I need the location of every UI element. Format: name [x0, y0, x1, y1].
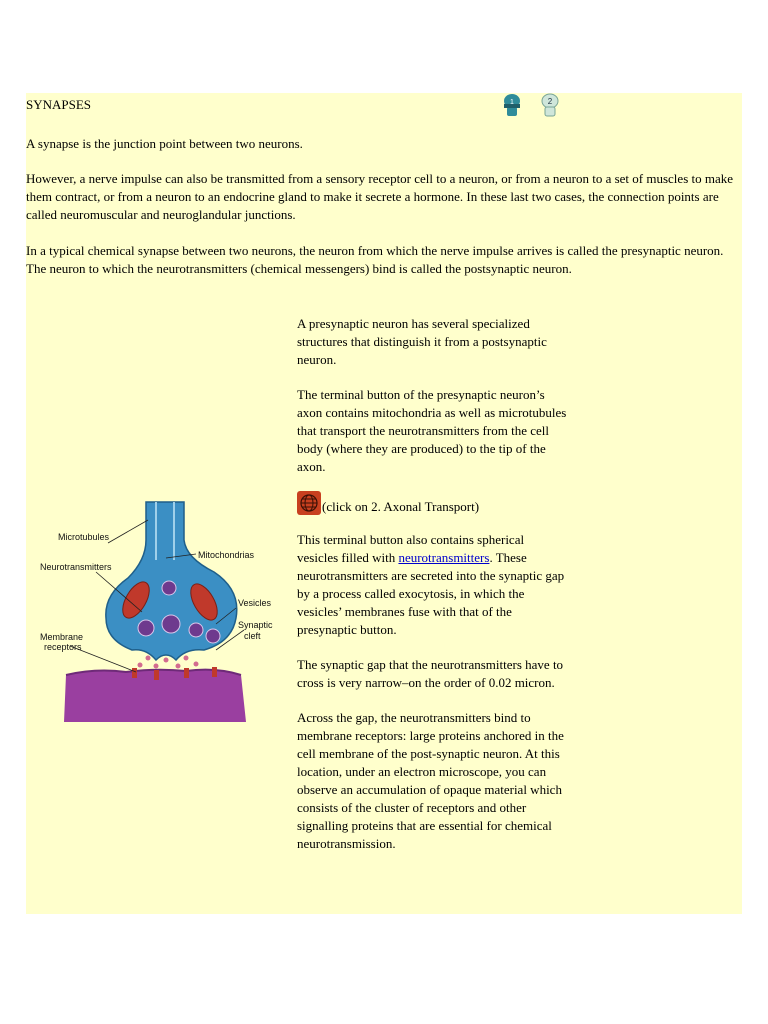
vesicles-paragraph [297, 531, 567, 639]
synaptic-gap-paragraph: The synaptic gap that the neurotransmitters have to cross is very narrow–on the order of 0.02 micron. [297, 657, 564, 690]
brain-level-2-icon[interactable] [542, 94, 558, 116]
nav-icons [503, 93, 563, 121]
svg-text:1: 1 [510, 99, 514, 106]
intro-paragraph: A synapse is the junction point between two neurons. [26, 136, 303, 151]
transmission-paragraph: However, a nerve impulse can also be transmitted from a sensory receptor cell to a neuron, or from a neuron to a set of muscles to make them contract, or from a neuron to an endocrine gland to make it secrete a hormone. In these last two cases, the connection points are called neuromuscular and neuroglandular junctions. [26, 171, 734, 222]
page-title: SYNAPSES [26, 97, 92, 112]
svg-text:Membrane: Membrane [40, 632, 84, 642]
axonal-transport-line [297, 491, 567, 516]
brain-level-1-icon[interactable] [504, 94, 520, 116]
neurotransmitters-link[interactable]: neurotransmitters [398, 550, 490, 565]
synapse-diagram [36, 500, 273, 722]
svg-text:Neurotransmitters: Neurotransmitters [40, 562, 112, 572]
svg-text:Mitochondrias: Mitochondrias [198, 550, 255, 560]
svg-text:receptors: receptors [44, 642, 82, 652]
svg-text:Vesicles: Vesicles [238, 598, 272, 608]
presynaptic-structures-paragraph: A presynaptic neuron has several specialized structures that distinguish it from a postsynaptic neuron. [297, 316, 547, 367]
svg-text:Synaptic: Synaptic [238, 620, 273, 630]
content-panel [26, 93, 742, 914]
vesicles-text-end: . These neurotransmitters are secreted into the synaptic gap by a process called exocytosis, in which the vesicles’ membranes fuse with that of the presynaptic button. [297, 550, 565, 637]
vesicles-text-start: This terminal button also contains spherical vesicles filled with [297, 532, 525, 565]
membrane-receptors-paragraph: Across the gap, the neurotransmitters bind to membrane receptors: large proteins anchored in the cell membrane of the post-synaptic neuron. At this location, under an electron microscope, you can observe an accumulation of opaque material which consists of the cluster of receptors and other signalling proteins that are essential for chemical neurotransmission. [297, 710, 564, 851]
terminal-button-paragraph: The terminal button of the presynaptic neuron’s axon contains mitochondria as well as microtubules that transport the neurotransmitters from the cell body (where they are produced) to the tip of the axon. [297, 387, 567, 474]
svg-text:Microtubules: Microtubules [58, 532, 110, 542]
chemical-synapse-paragraph: In a typical chemical synapse between two neurons, the neuron from which the nerve impulse arrives is called the presynaptic neuron. The neuron to which the neurotransmitters (chemical messengers) bind is called the postsynaptic neuron. [26, 243, 724, 276]
svg-text:cleft: cleft [244, 631, 261, 641]
right-column [297, 315, 567, 870]
axonal-transport-instruction: (click on 2. Axonal Transport) [322, 499, 480, 514]
globe-animation-icon[interactable] [297, 491, 321, 515]
svg-text:2: 2 [547, 97, 553, 106]
